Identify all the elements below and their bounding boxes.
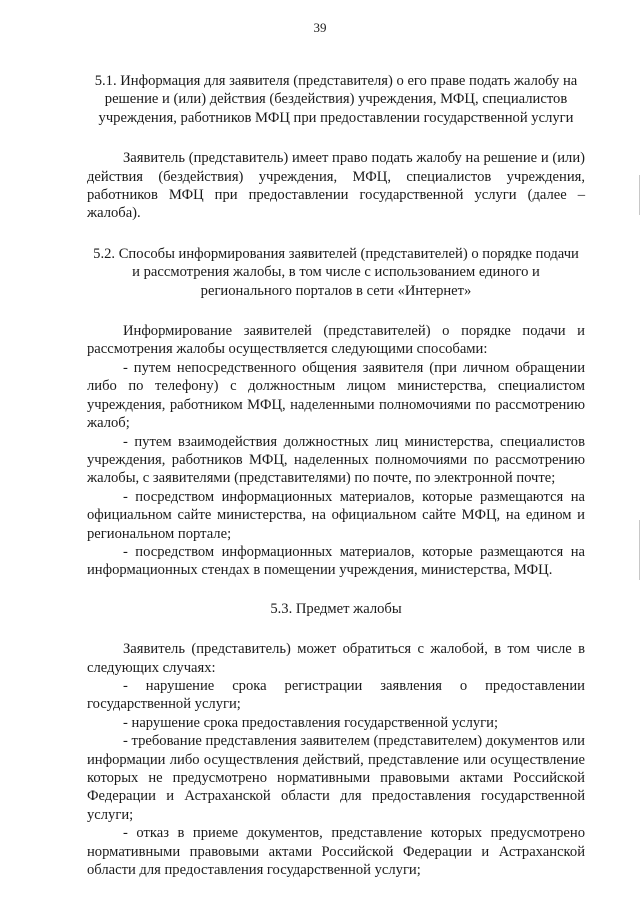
page-number: 39 [313,20,327,35]
list-item: - нарушение срока регистрации заявления о предоставлении государственной услуги; [87,677,585,713]
list-item: - путем непосредственного общения заявителя (при личном обращении либо по телефону) с должностным лицом министерства, специалистом учреждения, работником МФЦ, наделенными полномочиями по рассмотрению жалоб; [87,359,585,432]
section-heading-5-1: 5.1. Информация для заявителя (представителя) о его праве подать жалобу на решение и (или) действия (бездействия) учреждения, МФЦ, специалистов учреждения, работников МФЦ при предоставлении государственной услуги [94,73,578,126]
spacer [87,223,585,245]
spacer [87,300,585,322]
list-item: - посредством информационных материалов, которые размещаются на официальном сайте министерства, на официальном сайте МФЦ, на едином и региональном портале; [87,488,585,542]
spacer [87,618,585,640]
list-item: - отказ в приеме документов, представление которых предусмотрено нормативными правовыми актами Российской Федерации и Астраханской области для предоставления государственной услуги; [87,825,585,879]
list-item: - требование представления заявителем (представителем) документов или информации либо осуществления действий, представление или осуществление которых не предусмотрено нормативными правовыми актами Российской Федерации и Астраханской области для предоставления государственной услуги; [87,733,585,823]
list-item: - нарушение срока предоставления государственной услуги; [123,714,499,731]
spacer [87,127,585,149]
section-heading-5-3: 5.3. Предмет жалобы [270,600,402,617]
list-item: - посредством информационных материалов, которые размещаются на информационных стендах в помещении учреждения, министерства, МФЦ. [87,543,585,579]
paragraph: Заявитель (представитель) имеет право подать жалобу на решение и (или) действия (бездействия) учреждения, МФЦ, специалистов учреждения, работников МФЦ при предоставлении государственной услуги (далее – жалоба). [87,150,585,222]
paragraph: Заявитель (представитель) может обратиться с жалобой, в том числе в следующих случаях: [87,641,585,676]
list-item: - путем взаимодействия должностных лиц министерства, специалистов учреждения, работников МФЦ, наделенных полномочиями по рассмотрению жалобы, с заявителями (представителями) по почте, по электронной почте; [87,433,585,487]
document-body [87,72,585,879]
paragraph: Информирование заявителей (представителей) о порядке подачи и рассмотрения жалобы осуществляется следующими способами: [87,323,585,358]
section-heading-5-2: 5.2. Способы информирования заявителей (представителей) о порядке подачи и рассмотрения жалобы, в том числе с использованием единого и регионального порталов в сети «Интернет» [93,245,579,299]
spacer [87,580,585,600]
